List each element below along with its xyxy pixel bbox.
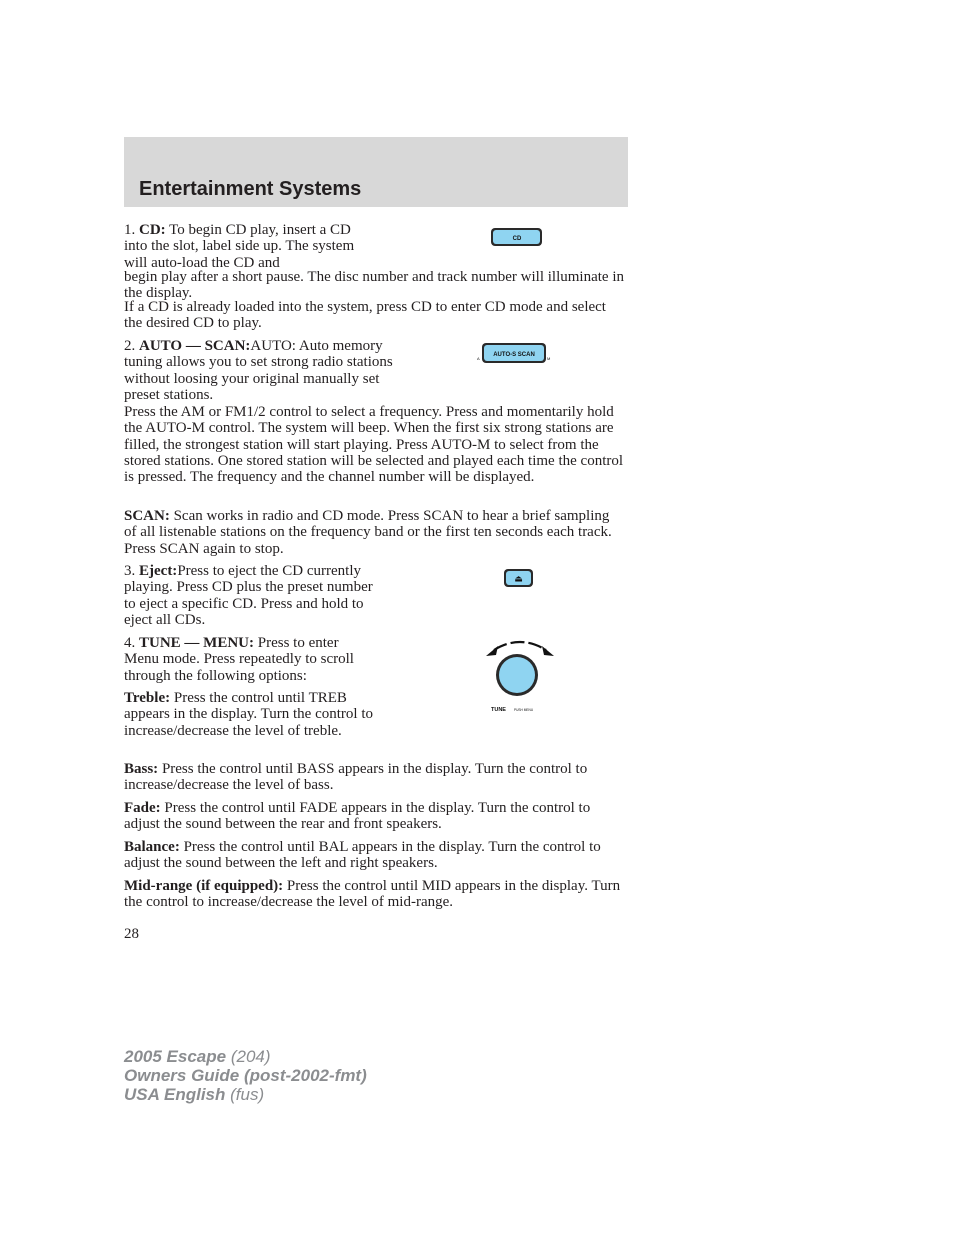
footer-line-1: 2005 Escape (204): [124, 1047, 271, 1066]
svg-text:A: A: [477, 356, 480, 361]
midrange-paragraph: Mid-range (if equipped): Press the control until MID appears in the display. Turn the control to increase/decrease the level of mid-range.: [124, 878, 621, 911]
auto-scan-button-icon: [474, 342, 554, 364]
footer-line-3: USA English (fus): [124, 1085, 265, 1104]
auto-intro: 2. AUTO — SCAN:AUTO: Auto memory tuning allows you to set strong radio stations without loosing your original manually set preset stations.: [124, 338, 393, 403]
page-title: Entertainment Systems: [139, 178, 362, 200]
tune-paragraph: 4. TUNE — MENU: Press to enter Menu mode. Press repeatedly to scroll through the following options:: [124, 635, 354, 684]
section-header: [124, 137, 628, 207]
fade-paragraph: Fade: Press the control until FADE appears in the display. Turn the control to adjust the sound between the rear and front speakers.: [124, 800, 591, 833]
treble-paragraph: Treble: Press the control until TREB appears in the display. Turn the control to increase/decrease the level of treble.: [124, 690, 373, 739]
svg-text:TUNE: TUNE: [491, 707, 506, 713]
svg-text:M: M: [547, 356, 551, 361]
tune-knob-icon: [480, 634, 560, 716]
auto-continuation: Press the AM or FM1/2 control to select a frequency. Press and momentarily hold the AUTO-M control. The system will beep. When the first six strong stations are filled, the strongest station will start playing. Press AUTO-M to select from the stored stations. One stored station will be selected and played each time the control is pressed. The frequency and the channel number will be displayed.: [124, 404, 624, 486]
svg-text:⏏: ⏏: [514, 574, 523, 585]
svg-text:PUSH MENU: PUSH MENU: [514, 708, 534, 712]
cd-button-icon: [490, 227, 544, 248]
page-number: 28: [124, 926, 139, 942]
document-footer: [124, 1047, 367, 1104]
scan-paragraph: SCAN: Scan works in radio and CD mode. Press SCAN to hear a brief sampling of all listenable stations on the frequency band or the first ten seconds each track. Press SCAN again to stop.: [124, 508, 612, 557]
bass-paragraph: Bass: Press the control until BASS appears in the display. Turn the control to increase/decrease the level of bass.: [124, 761, 588, 794]
svg-text:AUTO-S SCAN: AUTO-S SCAN: [493, 352, 535, 358]
cd-continuation: begin play after a short pause. The disc number and track number will illuminate in the display.: [124, 269, 624, 302]
svg-text:CD: CD: [512, 236, 522, 242]
footer-line-2: Owners Guide (post-2002-fmt): [124, 1066, 367, 1085]
cd-intro: 1. CD: To begin CD play, insert a CD into the slot, label side up. The system will auto-load the CD and: [124, 222, 355, 271]
cd-paragraph-2: If a CD is already loaded into the system, press CD to enter CD mode and select the desired CD to play.: [124, 299, 606, 332]
balance-paragraph: Balance: Press the control until BAL appears in the display. Turn the control to adjust the sound between the left and right speakers.: [124, 839, 601, 872]
eject-button-icon: [503, 568, 534, 588]
eject-paragraph: 3. Eject:Press to eject the CD currently playing. Press CD plus the preset number to eject a specific CD. Press and hold to eject all CDs.: [124, 563, 373, 628]
